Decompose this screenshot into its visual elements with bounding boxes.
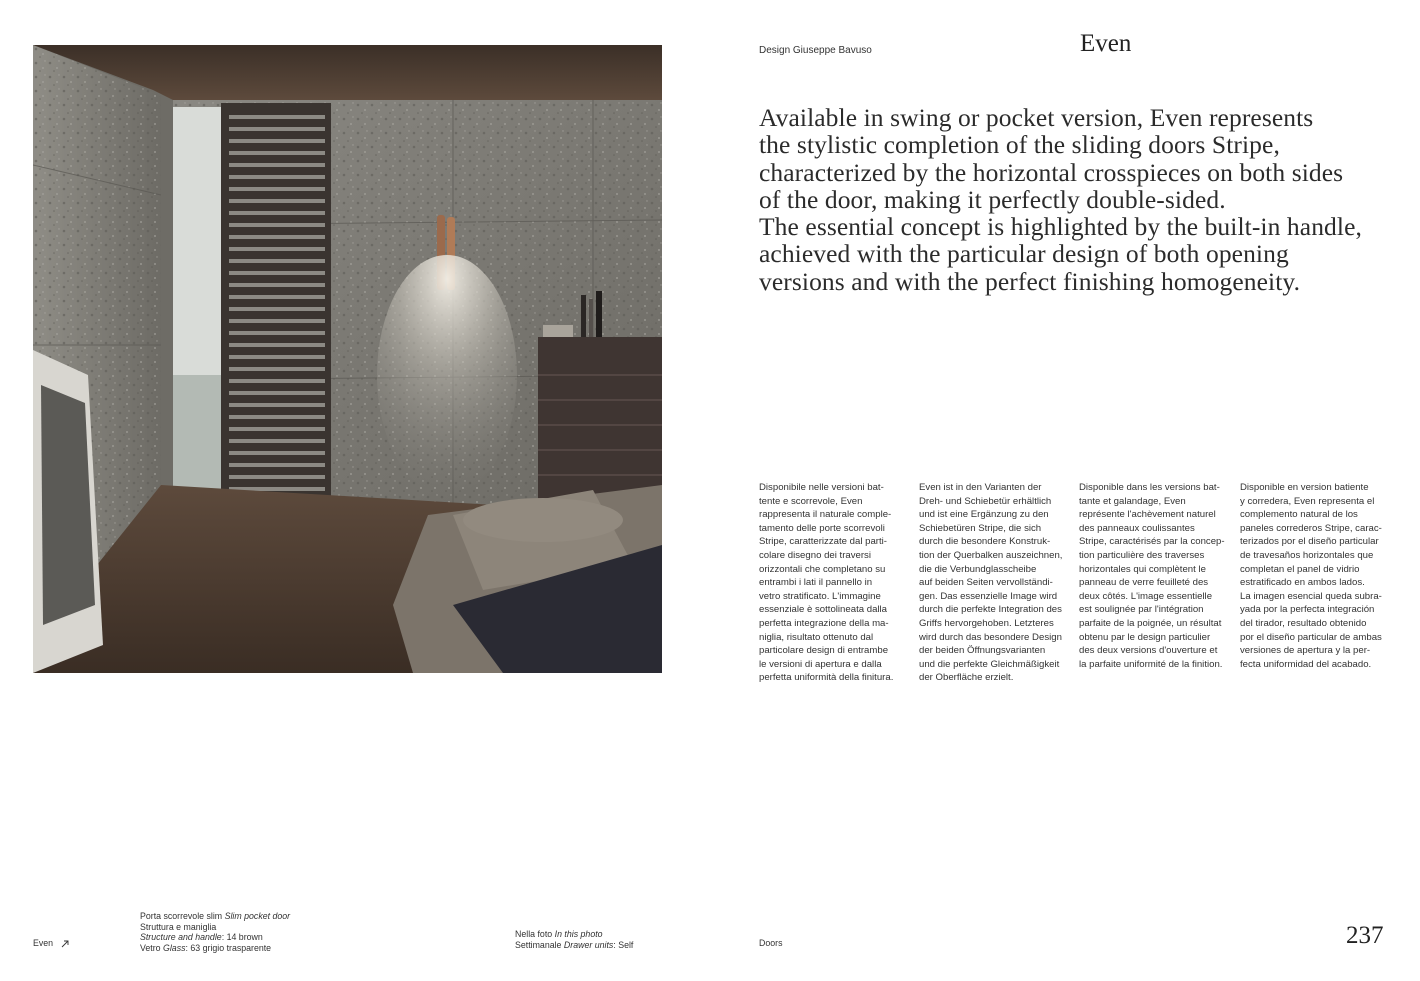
column-line: entrambi i lati il pannello in	[759, 577, 873, 589]
column-line: versiones de apertura y la per-	[1240, 645, 1371, 657]
interior-photo-illustration	[33, 45, 662, 673]
column-line: tente e scorrevole, Even	[759, 495, 863, 507]
lead-line: characterized by the horizontal crosspieces on both sides	[759, 157, 1344, 187]
product-title: Even	[1080, 30, 1132, 57]
column-line: paneles correderos Stripe, carac-	[1240, 522, 1382, 534]
column-line: perfetta uniformità della finitura.	[759, 672, 894, 684]
spec-glass-en: Glass	[163, 942, 186, 953]
spec-glass-it: Vetro	[140, 942, 161, 953]
column-line: durch die perfekte Integration des	[919, 604, 1062, 616]
lead-line: the stylistic completion of the sliding doors Stripe,	[759, 130, 1280, 160]
column-line: le versioni di apertura e dalla	[759, 658, 882, 670]
column-line: de travesaños horizontales que	[1240, 549, 1374, 561]
column-line: Dreh- und Schiebetür erhältlich	[919, 495, 1052, 507]
spec-structure	[140, 932, 290, 943]
drawer-value: : Self	[613, 939, 634, 950]
column-line: tante et galandage, Even	[1079, 495, 1186, 507]
column-line: por el diseño particular de ambas	[1240, 631, 1382, 643]
spec-structure-it: Struttura e maniglia	[140, 921, 217, 932]
designer-credit: Design Giuseppe Bavuso	[759, 45, 872, 56]
column-line: représente l'achèvement naturel	[1079, 509, 1216, 521]
column-line: particolare design di entrambe	[759, 645, 889, 657]
column-line: auf beiden Seiten vervollständi-	[919, 577, 1053, 589]
column-line: Disponibile nelle versioni bat-	[759, 482, 884, 493]
column-line: die die Verbundglasscheibe	[919, 563, 1037, 575]
column-line: Griffs hervorgehoben. Letzteres	[919, 617, 1054, 629]
column-line: Schiebetüren Stripe, die sich	[919, 522, 1042, 534]
lead-paragraph	[759, 104, 1399, 295]
lead-line: of the door, making it perfectly double-sided.	[759, 184, 1226, 214]
column-line: parfaite de la poignée, un résultat	[1079, 617, 1222, 629]
section-link[interactable]	[33, 938, 69, 949]
photo-note-label-it: Nella foto	[515, 929, 553, 939]
spec-door	[140, 911, 290, 922]
column-line: tion der Querbalken auszeichnen,	[919, 549, 1063, 561]
column-line: Stripe, caractérisés par la concep-	[1079, 536, 1225, 548]
column-line: completan el panel de vidrio	[1240, 563, 1360, 575]
column-line: Disponible en version batiente	[1240, 482, 1369, 493]
column-line: colare disegno dei traversi	[759, 549, 871, 561]
spanish-column	[1240, 481, 1392, 671]
column-line: wird durch das besondere Design	[919, 631, 1062, 643]
column-line: fecta uniformidad del acabado.	[1240, 658, 1372, 670]
arrow-up-right-icon	[61, 940, 69, 948]
column-line: del tirador, resultado obtenido	[1240, 617, 1367, 629]
column-line: tamento delle porte scorrevoli	[759, 522, 885, 534]
column-line: des deux versions d'ouverture et	[1079, 645, 1218, 657]
italian-column	[759, 481, 911, 685]
column-line: essenziale è sottolineata dalla	[759, 604, 888, 616]
column-line: der Oberfläche erzielt.	[919, 672, 1014, 684]
photo-note	[515, 929, 633, 950]
column-line: estratificado en ambos lados.	[1240, 577, 1365, 589]
column-line: La imagen esencial queda subra-	[1240, 590, 1382, 602]
column-line: est soulignée par l'intégration	[1079, 604, 1204, 616]
column-line: und ist eine Ergänzung zu den	[919, 509, 1049, 521]
spec-door-en: Slim pocket door	[224, 911, 291, 921]
column-line: des panneaux coulissantes	[1079, 522, 1195, 534]
column-line: horizontales qui complètent le	[1079, 563, 1206, 575]
column-line: und die perfekte Gleichmäßigkeit	[919, 658, 1060, 670]
column-line: vetro stratificato. L'immagine	[759, 590, 881, 602]
lead-line: versions and with the perfect finishing homogeneity.	[759, 266, 1301, 296]
column-line: complemento natural de los	[1240, 509, 1358, 521]
german-column	[919, 481, 1071, 685]
column-line: orizzontali che completano su	[759, 563, 886, 575]
drawer-it: Settimanale	[515, 939, 562, 950]
spec-structure-en: Structure and handle	[140, 932, 222, 943]
column-line: der beiden Öffnungsvarianten	[919, 645, 1046, 657]
page-number: 237	[1346, 922, 1384, 949]
column-line: niglia, risultato ottenuto dal	[759, 631, 874, 643]
column-line: panneau de verre feuilleté des	[1079, 577, 1209, 589]
column-line: obtenu par le design particulier	[1079, 631, 1211, 643]
spec-glass	[140, 943, 290, 954]
column-line: rappresenta il naturale comple-	[759, 509, 892, 521]
spec-structure-value: : 14 brown	[221, 932, 263, 943]
product-specs	[140, 911, 290, 953]
column-line: perfetta integrazione della ma-	[759, 617, 889, 629]
photo-note-label	[515, 929, 633, 940]
column-line: durch die besondere Konstruk-	[919, 536, 1051, 548]
column-line: terizados por el diseño particular	[1240, 536, 1379, 548]
lead-line: The essential concept is highlighted by the built-in handle,	[759, 212, 1362, 242]
interior-photo	[33, 45, 662, 673]
drawer-en: Drawer units	[563, 939, 614, 950]
column-line: Even ist in den Varianten der	[919, 482, 1042, 493]
spec-door-it: Porta scorrevole slim	[140, 911, 223, 921]
column-line: gen. Das essenzielle Image wird	[919, 590, 1058, 602]
column-line: yada por la perfecta integración	[1240, 604, 1375, 616]
column-line: tion particulière des traverses	[1079, 549, 1205, 561]
column-line: y corredera, Even representa el	[1240, 495, 1375, 507]
photo-note-label-en: In this photo	[554, 929, 603, 939]
lead-line: achieved with the particular design of both opening	[759, 239, 1289, 269]
photo-note-drawer	[515, 940, 633, 951]
column-line: Stripe, caratterizzate dal parti-	[759, 536, 887, 548]
column-line: la parfaite uniformité de la finition.	[1079, 658, 1223, 670]
french-column	[1079, 481, 1231, 671]
spec-glass-value: : 63 grigio trasparente	[185, 942, 272, 953]
column-line: deux côtés. L'image essentielle	[1079, 590, 1213, 602]
lead-line: Available in swing or pocket version, Even represents	[759, 103, 1314, 132]
category-label: Doors	[759, 938, 783, 948]
section-label: Even	[33, 938, 54, 948]
column-line: Disponible dans les versions bat-	[1079, 482, 1220, 493]
